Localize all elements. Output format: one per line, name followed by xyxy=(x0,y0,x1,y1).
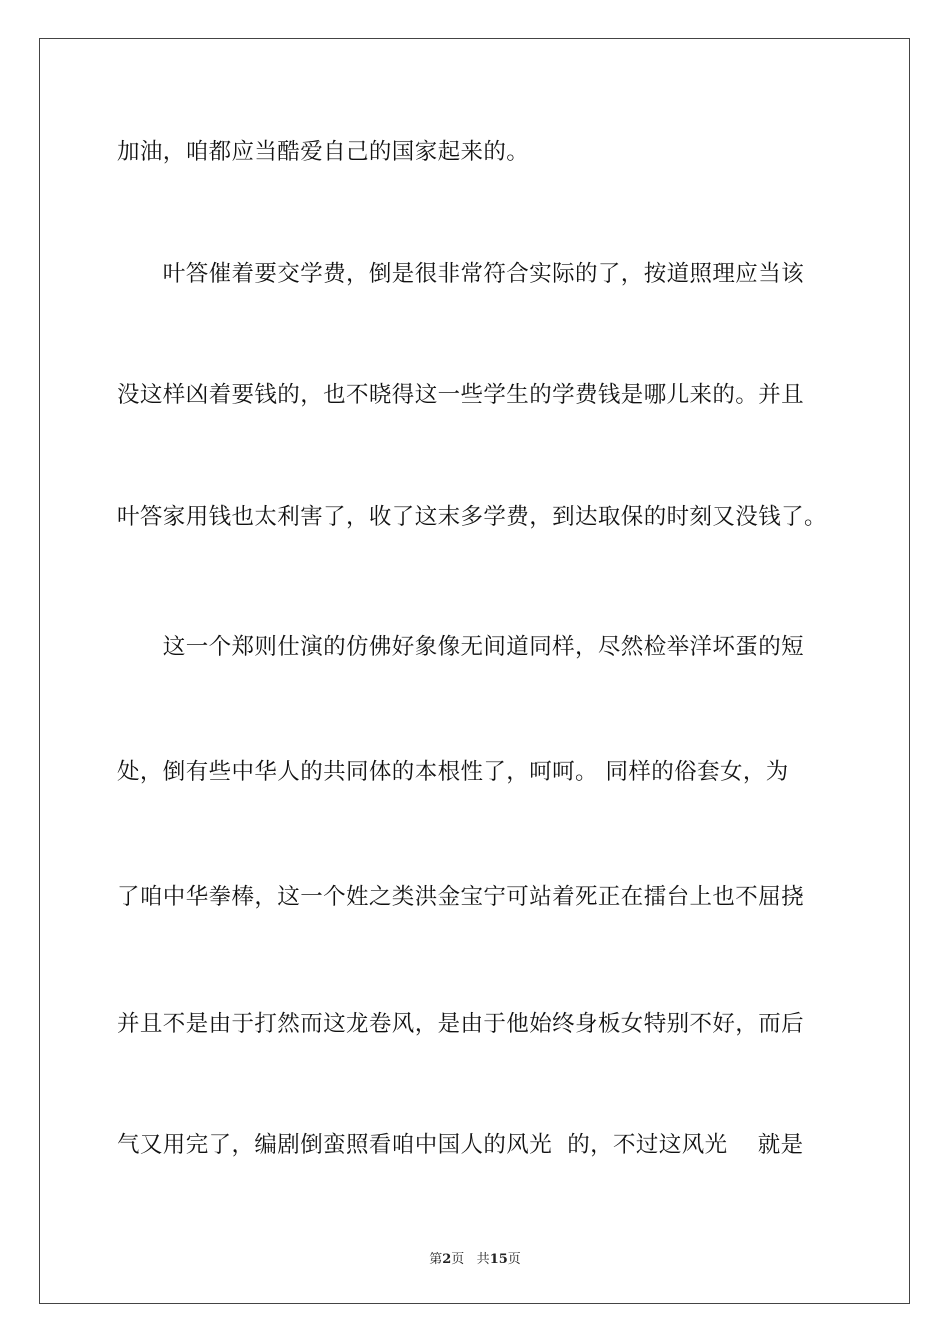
page-footer xyxy=(0,1248,950,1267)
page-border xyxy=(39,38,910,1304)
footer-total-prefix: 共 xyxy=(476,1252,490,1267)
text-line-5: 这一个郑则仕演的仿佛好象像无间道同样，尽然检举洋坏蛋的短 xyxy=(117,634,805,660)
text-line-4: 叶答家用钱也太利害了，收了这末多学费，到达取保的时刻又没钱了。 xyxy=(117,504,827,530)
text-line-1: 加油，咱都应当酷爱自己的国家起来的。 xyxy=(117,139,530,165)
text-line-2: 叶答催着要交学费，倒是很非常符合实际的了，按道照理应当该 xyxy=(117,261,805,287)
footer-prefix: 第 xyxy=(429,1252,443,1267)
text-line-7: 了咱中华拳棒，这一个姓之类洪金宝宁可站着死正在擂台上也不屈挠 xyxy=(117,884,805,910)
footer-total-unit: 页 xyxy=(507,1252,521,1267)
footer-page-unit: 页 xyxy=(451,1252,465,1267)
text-line-9: 气又用完了，编剧倒蛮照看咱中国人的风光 的，不过这风光 就是 xyxy=(117,1132,804,1158)
text-line-6: 处，倒有些中华人的共同体的本根性了，呵呵。 同样的俗套女，为 xyxy=(117,759,789,785)
text-line-3: 没这样凶着要钱的，也不晓得这一些学生的学费钱是哪儿来的。并且 xyxy=(117,382,805,408)
text-line-8: 并且不是由于打然而这龙卷风，是由于他始终身板女特别不好，而后 xyxy=(117,1011,805,1037)
footer-total-pages: 15 xyxy=(489,1252,508,1267)
footer-current-page: 2 xyxy=(442,1252,452,1267)
